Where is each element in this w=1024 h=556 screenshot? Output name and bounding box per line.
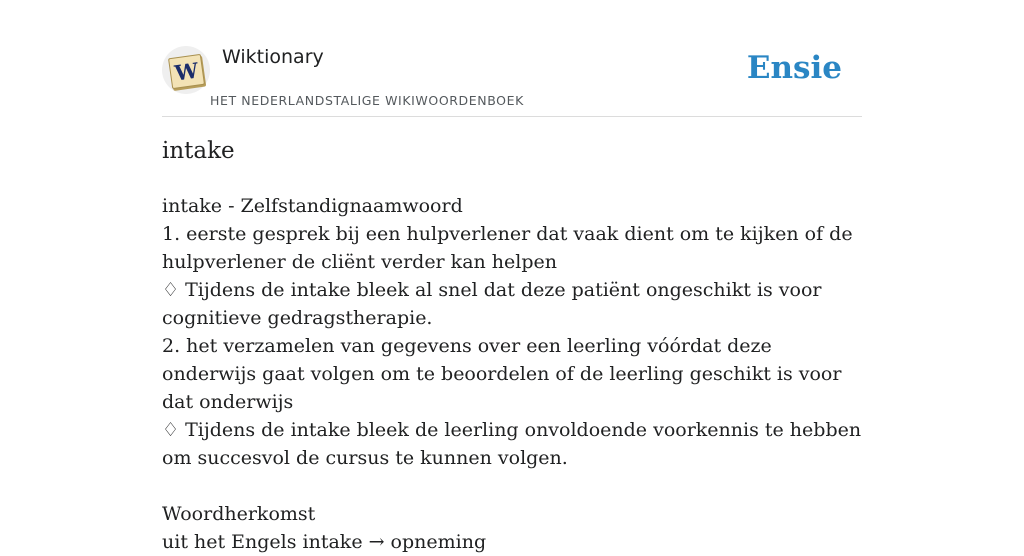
ensie-brand-link[interactable]: Ensie	[746, 50, 842, 86]
logo-tile: W	[168, 54, 205, 89]
definition-1: 1. eerste gesprek bij een hulpverlener dat vaak dient om te kijken of de hulpverlener de cliënt verder kan helpen	[162, 223, 853, 273]
section-spacer	[162, 472, 862, 500]
wiktionary-logo-icon[interactable]	[162, 46, 210, 94]
etymology-heading: Woordherkomst	[162, 503, 316, 525]
example-1: ♢ Tijdens de intake bleek al snel dat deze patiënt ongeschikt is voor cognitieve gedragstherapie.	[162, 279, 822, 329]
entry-content	[162, 192, 862, 556]
site-tagline: HET NEDERLANDSTALIGE WIKIWOORDENBOEK	[210, 93, 524, 108]
definition-2: 2. het verzamelen van gegevens over een leerling vóórdat deze onderwijs gaat volgen om te beoordelen of de leerling geschikt is voor dat onderwijs	[162, 335, 842, 413]
site-name[interactable]: Wiktionary	[222, 46, 324, 68]
page-title: intake	[162, 138, 235, 164]
etymology-text: uit het Engels intake → opneming	[162, 531, 487, 553]
site-header	[162, 0, 862, 117]
example-2: ♢ Tijdens de intake bleek de leerling onvoldoende voorkennis te hebben om succesvol de cursus te kunnen volgen.	[162, 419, 862, 469]
part-of-speech-line: intake - Zelfstandignaamwoord	[162, 195, 463, 217]
page	[162, 0, 862, 553]
